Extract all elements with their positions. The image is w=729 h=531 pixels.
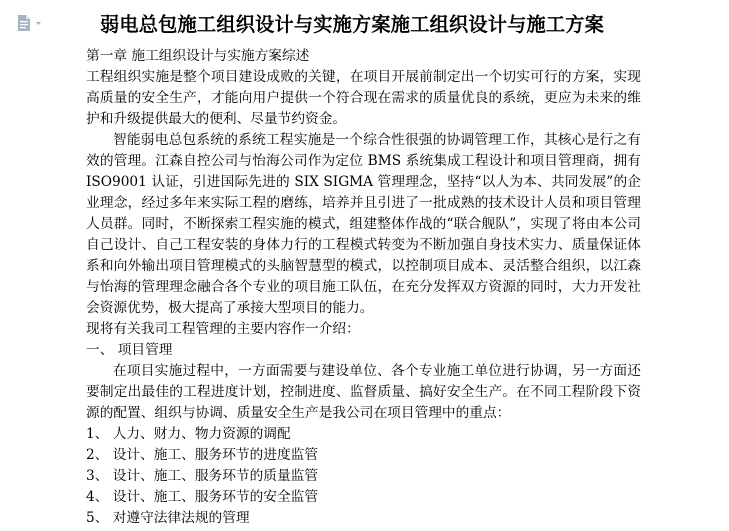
list-item: 4、 设计、施工、服务环节的安全监管 (86, 489, 319, 505)
paragraph: 智能弱电总包系统的系统工程实施是一个综合性很强的协调管理工作，其核心是行之有效的管理。江森自控公司与怡海公司作为定位 BMS 系统集成工程设计和项目管理商，拥有 ISO9001 认证，引进国际先进的 SIX SIGMA 管理理念，坚持“以人为本、共同发展”的企业理念，经过多年来实际工程的磨练，培养并且引进了一批成熟的技术设计人员和项目管理人员群。同时，不断探索工程实施的模式，组建整体作战的“联合舰队”，实现了将由本公司自己设计、自己工程安装的身体力行的工程模式转变为不断加强自身技术实力、质量保证体系和向外输出项目管理模式的头脑智慧型的模式，以控制项目成本、灵活整合组织，以江森与怡海的管理理念融合各个专业的项目施工队伍，在充分发挥双方资源的同时，大力开发社会资源优势，极大提高了承接大型项目的能力。 (86, 132, 641, 316)
chapter-heading: 第一章 施工组织设计与实施方案综述 (86, 48, 310, 64)
paragraph: 现将有关我司工程管理的主要内容作一介绍： (86, 321, 360, 337)
page-title: 弱电总包施工组织设计与实施方案施工组织设计与施工方案 (100, 13, 605, 36)
list-item: 2、 设计、施工、服务环节的进度监管 (86, 447, 319, 463)
paragraph: 工程组织实施是整个项目建设成败的关键，在项目开展前制定出一个切实可行的方案，实现高质量的安全生产，才能向用户提供一个符合现在需求的质量优良的系统，更应为未来的维护和升级提供最大的便利、尽量节约资金。 (86, 69, 641, 127)
chevron-down-icon (36, 22, 41, 25)
list-item: 1、 人力、财力、物力资源的调配 (86, 426, 291, 442)
paragraph: 在项目实施过程中，一方面需要与建设单位、各个专业施工单位进行协调，另一方面还要制定出最佳的工程进度计划，控制进度、监督质量、搞好安全生产。在不同工程阶段下资源的配置、组织与协调、质量安全生产是我公司在项目管理中的重点： (86, 363, 641, 421)
document-icon[interactable] (14, 13, 48, 33)
section-heading: 一、 项目管理 (86, 342, 173, 358)
document-body (86, 46, 641, 529)
list-item: 3、 设计、施工、服务环节的质量监管 (86, 468, 319, 484)
list-item: 5、 对遵守法律法规的管理 (86, 510, 250, 526)
